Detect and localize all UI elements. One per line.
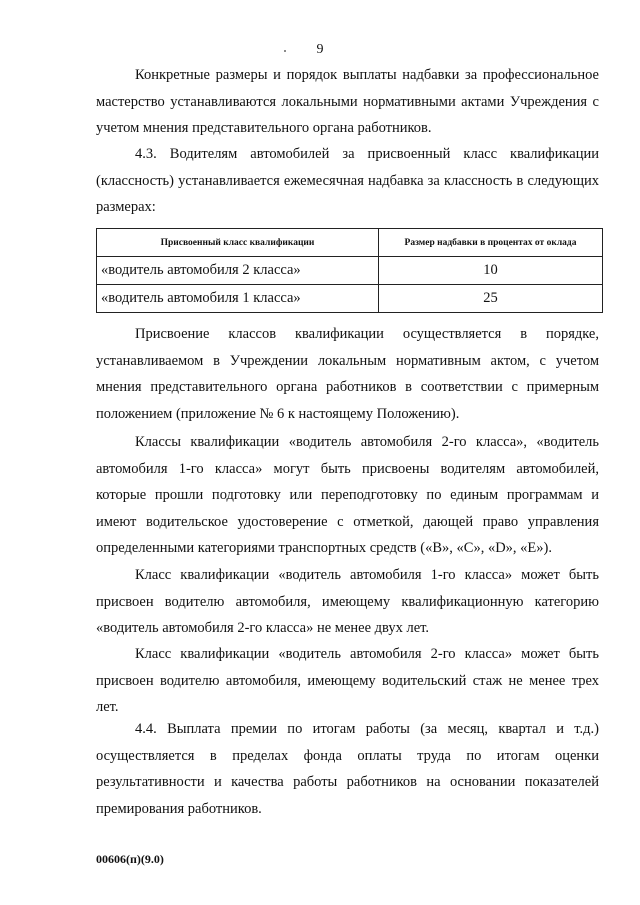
paragraph-first-class: Класс квалификации «водитель автомобиля 1-го класса» может быть присвоен водителю автомобиля, имеющему квалификационную категорию «водитель автомобиля 2-го класса» не менее двух лет. — [96, 567, 599, 636]
page-number: 9 — [316, 42, 324, 57]
classification-bonus-table — [96, 228, 603, 313]
header-percent: Размер надбавки в процентах от оклада — [379, 229, 603, 257]
cell-class: «водитель автомобиля 2 класса» — [97, 257, 379, 285]
paragraph-professional-skill: Конкретные размеры и порядок выплаты надбавки за профессиональное мастерство устанавливаются локальными нормативными актами Учреждения с учетом мнения представительного органа работников. — [96, 67, 599, 136]
table-row — [97, 257, 603, 285]
cell-class: «водитель автомобиля 1 класса» — [97, 285, 379, 313]
scan-speck — [284, 50, 286, 52]
header-class: Присвоенный класс квалификации — [97, 229, 379, 257]
table-row — [97, 285, 603, 313]
paragraph-4-3: 4.3. Водителям автомобилей за присвоенный класс квалификации (классность) устанавливается ежемесячная надбавка за классность в следующих размерах: — [96, 146, 599, 215]
table-header-row — [97, 229, 603, 257]
paragraph-class-eligibility: Классы квалификации «водитель автомобиля 2-го класса», «водитель автомобиля 1-го класса» могут быть присвоены водителям автомобилей, которые прошли подготовку или переподготовку по единым программам и имеют водительское удостоверение с отметкой, дающей право управления определенными категориями транспортных средств («В», «С», «D», «Е»). — [96, 434, 599, 556]
paragraph-4-4: 4.4. Выплата премии по итогам работы (за месяц, квартал и т.д.) осуществляется в пределах фонда оплаты труда по итогам оценки результативности и качества работы работников на основании показателей премирования работников. — [96, 721, 599, 817]
document-code: 00606(п)(9.0) — [96, 852, 164, 866]
cell-percent: 25 — [379, 285, 603, 313]
cell-percent: 10 — [379, 257, 603, 285]
paragraph-assignment-procedure: Присвоение классов квалификации осуществляется в порядке, устанавливаемом в Учреждении локальным нормативным актом, с учетом мнения представительного органа работников в соответствии с примерным положением (приложение № 6 к настоящему Положению). — [96, 326, 599, 422]
paragraph-second-class: Класс квалификации «водитель автомобиля 2-го класса» может быть присвоен водителю автомобиля, имеющему водительский стаж не менее трех лет. — [96, 646, 599, 715]
